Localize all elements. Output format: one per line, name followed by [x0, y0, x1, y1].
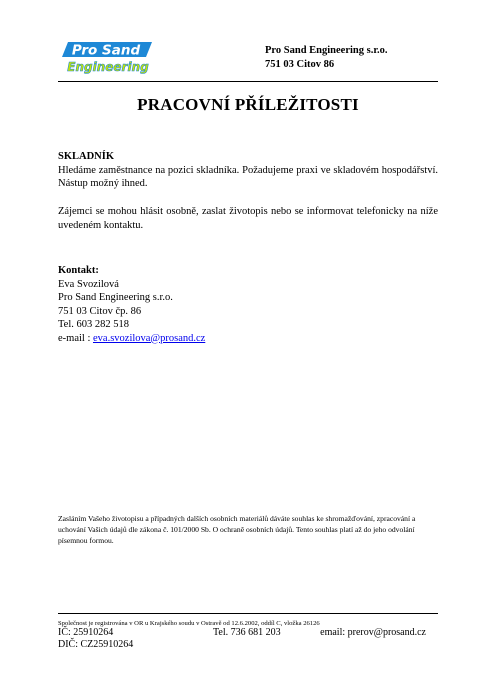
apply-text: Zájemci se mohou hlásit osobně, zaslat životopis nebo se informovat telefonicky na níže uvedeném kontaktu. — [58, 206, 438, 231]
footer-dic: DIČ: CZ25910264 — [58, 639, 134, 650]
contact-section — [58, 264, 438, 345]
footer-registration: Společnost je registrována v OR u Krajského soudu v Ostravě od 12.6.2002, oddíl C, vložka 26126 — [58, 620, 320, 627]
job-heading: SKLADNÍK — [58, 151, 115, 162]
footer-email: email: prerov@prosand.cz — [320, 627, 426, 638]
footer-ic: IČ: 25910264 — [58, 627, 114, 638]
contact-heading: Kontakt: — [58, 265, 99, 276]
company-name: Pro Sand Engineering s.r.o. — [265, 45, 388, 56]
logo-line2: Engineering — [67, 60, 149, 74]
page-title: PRACOVNÍ PŘÍLEŽITOSTI — [137, 95, 359, 114]
logo-line1: Pro Sand — [71, 42, 141, 59]
company-address: 751 03 Citov 86 — [265, 59, 335, 70]
contact-address: 751 03 Citov čp. 86 — [58, 305, 142, 317]
contact-email-link[interactable]: eva.svozilova@prosand.cz — [93, 332, 206, 344]
contact-phone: Tel. 603 282 518 — [58, 319, 130, 330]
footer-contacts — [58, 627, 438, 639]
job-text: Hledáme zaměstnance na pozici skladníka. Požadujeme praxi ve skladovém hospodářství. Nástup možný ihned. — [58, 164, 438, 189]
company-logo — [62, 40, 154, 76]
contact-email-line — [58, 332, 438, 346]
company-header — [265, 44, 388, 72]
header-divider — [58, 81, 438, 82]
footer-tel: Tel. 736 681 203 — [213, 627, 281, 638]
contact-name: Eva Svozilová — [58, 278, 119, 290]
footer-divider — [58, 613, 438, 614]
job-section — [58, 150, 438, 191]
contact-email-label: e-mail : — [58, 332, 93, 344]
consent-text: Zasláním Vašeho životopisu a případných dalších osobních materiálů dáváte souhlas ke shromažďování, zpracování a uchování Vašich údajů dle zákona č. 101/2000 Sb. O ochraně osobních údajů. Tento souhlas platí až do jeho odvolání písemnou formou. — [58, 514, 416, 545]
contact-company: Pro Sand Engineering s.r.o. — [58, 292, 173, 303]
